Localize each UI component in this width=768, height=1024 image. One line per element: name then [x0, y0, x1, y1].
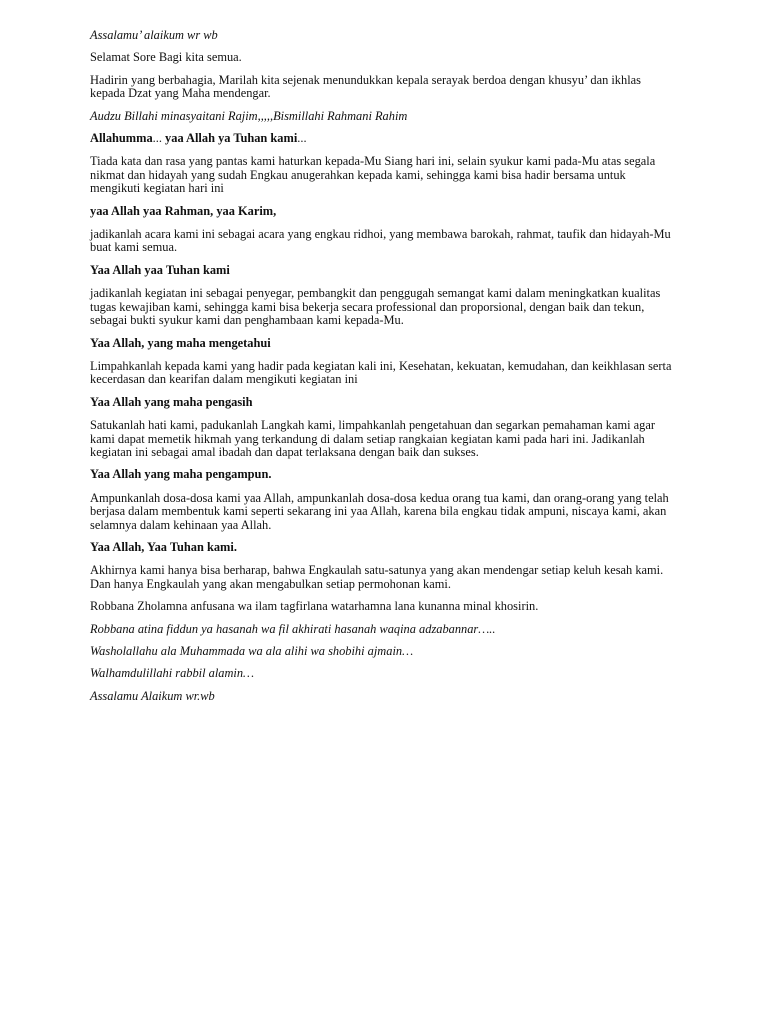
document-page [90, 29, 676, 712]
greeting-line: Selamat Sore Bagi kita semua. [90, 50, 242, 65]
invitation-paragraph: Hadirin yang berbahagia, Marilah kita sejenak menundukkan kepala serayak berdoa dengan khusyu’ dan ikhlas kepada Dzat yang Maha mendengar. [90, 72, 641, 101]
paragraph-penyegar: jadikanlah kegiatan ini sebagai penyegar, pembangkit dan penggugah semangat kami dalam meningkatkan kualitas tugas kewajiban kami, sehingga kami bisa bekerja secara professional dan proporsional, dengan baik dan tekun, sebagai bukti syukur kami dan penghambaan kami kepada-Mu. [90, 286, 661, 328]
heading-allahumma-part-2: yaa Allah ya Tuhan kami [165, 131, 298, 146]
closing-robbana-atina: Robbana atina fiddun ya hasanah wa fil akhirati hasanah waqina adzabannar….. [90, 621, 496, 636]
closing-greeting: Assalamu Alaikum wr.wb [90, 688, 215, 703]
heading-allahumma-part-1: Allahumma [90, 131, 153, 146]
heading-maha-pengasih: Yaa Allah yang maha pengasih [90, 394, 253, 409]
paragraph-limpahkan: Limpahkanlah kepada kami yang hadir pada kegiatan kali ini, Kesehatan, kekuatan, kemudahan, dan keikhlasan serta kecerdasan dan kearifan dalam mengikuti kegiatan ini [90, 358, 672, 387]
heading-tuhan-kami: Yaa Allah yaa Tuhan kami [90, 262, 230, 277]
heading-allahumma-ellipsis-2: ... [297, 131, 307, 146]
heading-rahman-karim: yaa Allah yaa Rahman, yaa Karim, [90, 203, 277, 218]
heading-allahumma-ellipsis-1: ... [152, 131, 166, 146]
paragraph-ampunkan: Ampunkanlah dosa-dosa kami yaa Allah, ampunkanlah dosa-dosa kedua orang tua kami, dan orang-orang yang telah berjasa dalam membentuk kami seperti sekarang ini yaa Allah, karena bila engkau tidak ampuni, niscaya kami, akan selamnya dalam kehinaan yaa Allah. [90, 490, 669, 532]
opening-greeting: Assalamu’ alaikum wr wb [90, 28, 218, 42]
heading-yaa-tuhan-kami: Yaa Allah, Yaa Tuhan kami. [90, 539, 237, 554]
closing-robbana-zholamna: Robbana Zholamna anfusana wa ilam tagfirlana watarhamna lana kunanna minal khosirin. [90, 599, 539, 614]
paragraph-gratitude: Tiada kata dan rasa yang pantas kami haturkan kepada-Mu Siang hari ini, selain syukur kami pada-Mu atas segala nikmat dan hidayah yang sudah Engkau anugerahkan kepada kami, sehingga kami bisa hadir bersama untuk mengikuti kegiatan hari ini [90, 154, 656, 196]
paragraph-satukan: Satukanlah hati kami, padukanlah Langkah kami, limpahkanlah pengetahuan dan segarkan pemahaman kami agar kami dapat memetik hikmah yang terkandung di dalam setiap rangkaian kegiatan kami pada hari ini. Jadikanlah kegiatan ini sebagai amal ibadah dan dapat terlaksana dengan baik dan sukses. [90, 418, 655, 459]
paragraph-akhirnya: Akhirnya kami hanya bisa berharap, bahwa Engkaulah satu-satunya yang akan mendengar setiap keluh kesah kami. Dan hanya Engkaulah yang akan mengabulkan setiap permohonan kami. [90, 563, 664, 591]
heading-allahumma [90, 132, 676, 145]
closing-hamdalah: Walhamdulillahi rabbil alamin… [90, 666, 255, 681]
closing-sholawat: Washolallahu ala Muhammada wa ala alihi wa shobihi ajmain… [90, 644, 414, 658]
paragraph-ridho: jadikanlah acara kami ini sebagai acara yang engkau ridhoi, yang membawa barokah, rahmat, taufik dan hidayah-Mu buat kami semua. [90, 227, 671, 255]
heading-maha-mengetahui: Yaa Allah, yang maha mengetahui [90, 335, 271, 350]
heading-maha-pengampun: Yaa Allah yang maha pengampun. [90, 467, 272, 482]
basmalah-line: Audzu Billahi minasyaitani Rajim,,,,,Bismillahi Rahmani Rahim [90, 108, 408, 123]
